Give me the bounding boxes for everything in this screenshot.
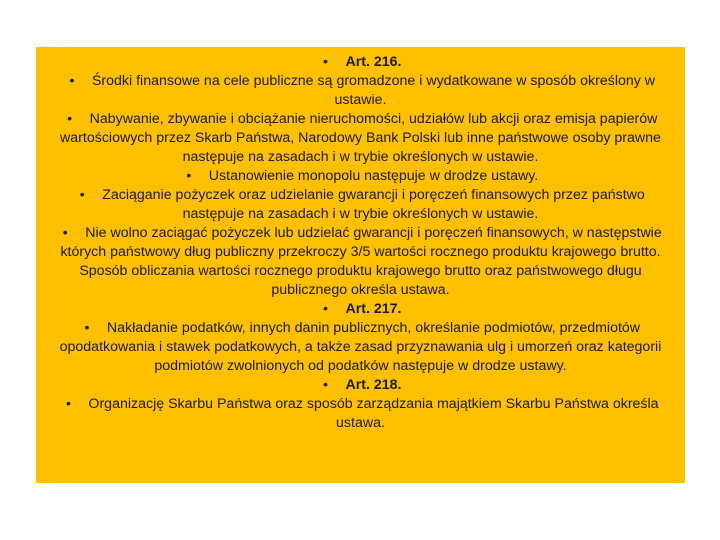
bullet-text: Ustanowienie monopolu następuje w drodze ustawy. [208, 168, 539, 184]
bullet-icon: • [323, 377, 328, 393]
bullet-item-art-217 [46, 300, 675, 319]
slide-content-area [36, 47, 685, 483]
bullet-text: Nabywanie, zbywanie i obciążanie nieruchomości, udziałów lub akcji oraz emisja papierów wartościowych przez Skarb Państwa, Narodowy Bank Polski lub inne państwowe osoby prawne następuje na zasadach i w trybie określonych w ustawie. [60, 111, 661, 165]
bullet-text: Organizację Skarbu Państwa oraz sposób zarządzania majątkiem Skarbu Państwa określa ustawa. [88, 396, 659, 431]
bullet-text: Środki finansowe na cele publiczne są gromadzone i wydatkowane w sposób określony w ustawie. [91, 73, 656, 108]
bullet-text: Nakładanie podatków, innych danin publicznych, określanie podmiotów, przedmiotów opodatkowania i stawek podatkowych, a także zasad przyznawania ulg i umorzeń oraz kategorii podmiotów zwolnionych od podatków następuje w drodze ustawy. [59, 320, 662, 374]
bullet-icon: • [79, 187, 85, 203]
bullet-icon: • [67, 111, 73, 127]
bullet-item-debt-limit [46, 224, 675, 300]
bullet-item-art-216 [46, 53, 675, 72]
bullet-icon: • [186, 168, 192, 184]
bullet-icon: • [323, 301, 328, 317]
bullet-text: Zaciąganie pożyczek oraz udzielanie gwarancji i poręczeń finansowych przez państwo następuje na zasadach i w trybie określonych w ustawie. [102, 187, 645, 222]
bullet-item-loans [46, 186, 675, 224]
article-heading: Art. 217. [345, 301, 402, 317]
article-heading: Art. 218. [345, 377, 402, 393]
bullet-item-monopoly [46, 167, 675, 186]
bullet-item-art-218 [46, 376, 675, 395]
bullet-icon: • [62, 225, 68, 241]
bullet-item-property-acquisition [46, 110, 675, 167]
bullet-text: Nie wolno zaciągać pożyczek lub udzielać gwarancji i poręczeń finansowych, w następstwie których państwowy dług publiczny przekroczy 3/5 wartości rocznego produktu krajowego brutto. Sposób obliczania wartości rocznego produktu krajowego brutto oraz państwowego długu publicznego określa ustawa. [60, 225, 662, 298]
bullet-icon: • [65, 396, 71, 412]
bullet-icon: • [69, 73, 75, 89]
bullet-item-public-funds [46, 72, 675, 110]
bullet-icon: • [323, 54, 328, 70]
article-heading: Art. 216. [345, 54, 402, 70]
bullet-item-treasury [46, 395, 675, 433]
bullet-icon: • [84, 320, 90, 336]
bullet-item-taxes [46, 319, 675, 376]
